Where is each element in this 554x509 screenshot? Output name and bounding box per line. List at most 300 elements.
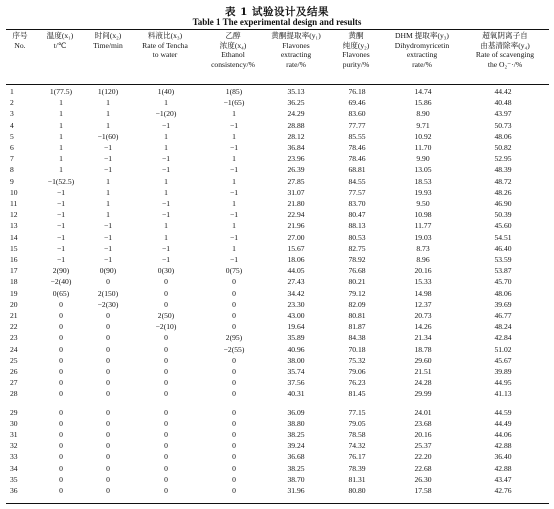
table-cell: 1 <box>106 210 110 220</box>
table-cell: 48.72 <box>494 176 512 186</box>
table-cell: 31.96 <box>287 486 305 495</box>
table-row <box>6 153 549 164</box>
table-cell: 32 <box>10 441 18 451</box>
table-row <box>6 254 549 265</box>
table-cell: 0 <box>232 277 236 287</box>
table-cell: 82.09 <box>348 299 366 309</box>
table-row <box>6 176 549 187</box>
table-cell: 0 <box>106 430 110 439</box>
table-cell: 9.71 <box>416 120 430 130</box>
table-cell: 1 <box>106 176 110 186</box>
table-cell: −1 <box>56 199 66 208</box>
table-cell: 1 <box>164 98 168 108</box>
table-cell: 76.17 <box>348 452 366 462</box>
table-cell: 0 <box>59 474 63 484</box>
table-cell: 10 <box>10 187 18 197</box>
header-x3-line: Rate of Tencha <box>142 40 188 50</box>
table-cell: 44.05 <box>287 266 305 276</box>
table-cell: 0 <box>59 486 63 495</box>
table-cell: 15 <box>10 243 18 253</box>
table-cell: 84.38 <box>348 333 366 343</box>
table-cell: 0 <box>106 474 110 484</box>
table-cell: 1 <box>232 199 236 208</box>
table-cell: 2(50) <box>157 311 175 320</box>
table-cell: −1(60) <box>97 131 119 141</box>
table-cell: 0 <box>232 486 236 495</box>
table-cell: 1 <box>232 109 236 119</box>
table-cell: 44.49 <box>494 418 512 428</box>
table-cell: 33 <box>10 452 18 462</box>
table-cell: 0 <box>164 418 168 428</box>
table-cell: 23.30 <box>287 299 305 309</box>
table-cell: 36.25 <box>287 98 305 108</box>
table-cell: −1 <box>103 255 113 264</box>
table-cell: 0 <box>59 407 63 417</box>
table-row <box>6 288 549 299</box>
table-cell: 36.84 <box>287 143 305 152</box>
table-cell: 0(65) <box>52 288 70 298</box>
table-cell: 0 <box>106 486 110 495</box>
table-cell: 0 <box>106 344 110 354</box>
table-cell: −1 <box>56 232 66 242</box>
table-row <box>6 429 549 440</box>
table-cell: 1 <box>59 109 63 119</box>
table-cell: 46.77 <box>494 311 512 320</box>
table-cell: 35.13 <box>287 87 305 96</box>
table-cell: 2 <box>10 98 14 108</box>
table-row <box>6 355 549 366</box>
table-cell: 1 <box>232 154 236 164</box>
table-cell: 22.20 <box>414 452 432 462</box>
table-cell: 0 <box>232 378 236 388</box>
header-y4 <box>462 31 548 83</box>
table-cell: 8 <box>10 165 14 175</box>
table-cell: 22 <box>10 322 18 332</box>
table-cell: −1 <box>56 255 66 264</box>
table-row <box>6 321 549 332</box>
table-cell: 40.96 <box>287 344 305 354</box>
table-title-cn: 表 1 试验设计及结果 <box>224 6 330 18</box>
table-cell: 0 <box>106 407 110 417</box>
table-cell: 0 <box>106 333 110 343</box>
table-cell: 1 <box>232 221 236 231</box>
table-cell: 0 <box>164 474 168 484</box>
table-cell: 0 <box>164 441 168 451</box>
table-row <box>6 418 549 429</box>
table-cell: 80.81 <box>348 311 366 320</box>
table-cell: 74.32 <box>348 441 366 451</box>
table-cell: 0(30) <box>157 266 175 276</box>
table-cell: 0 <box>164 378 168 388</box>
table-cell: 21.80 <box>287 199 305 208</box>
table-cell: 48.06 <box>494 288 512 298</box>
table-cell: 39.24 <box>287 441 305 451</box>
header-x3 <box>132 31 198 83</box>
table-cell: 0 <box>232 389 236 399</box>
table-cell: 35 <box>10 474 18 484</box>
table-cell: −2(10) <box>155 322 177 332</box>
table-cell: 25 <box>10 355 18 365</box>
table-cell: 14.98 <box>414 288 432 298</box>
table-cell: −2(30) <box>97 299 119 309</box>
table-cell: −1 <box>56 187 66 197</box>
table-row <box>6 366 549 377</box>
table-cell: −1 <box>56 210 66 220</box>
table-cell: 29 <box>10 407 18 417</box>
table-cell: 69.46 <box>348 98 366 108</box>
table-cell: 1 <box>59 143 63 152</box>
table-cell: 78.46 <box>348 154 366 164</box>
table-cell: 0 <box>232 430 236 439</box>
table-cell: 1 <box>106 98 110 108</box>
table-cell: 44.06 <box>494 430 512 439</box>
table-cell: 1 <box>164 143 168 152</box>
table-cell: 44.42 <box>494 87 512 96</box>
table-cell: 39.89 <box>494 367 512 376</box>
table-cell: 54.51 <box>494 232 512 242</box>
table-cell: 0 <box>232 288 236 298</box>
table-cell: −1 <box>229 187 239 197</box>
table-cell: 48.39 <box>494 165 512 175</box>
table-cell: −1 <box>161 210 171 220</box>
table-cell: 13 <box>10 221 18 231</box>
table-cell: 40.48 <box>494 98 512 108</box>
table-row <box>6 377 549 388</box>
table-row <box>6 388 549 399</box>
table-cell: 0 <box>106 463 110 473</box>
top-rule <box>6 29 549 30</box>
table-cell: 80.80 <box>348 486 366 495</box>
table-cell: 46.90 <box>494 199 512 208</box>
table-cell: −1 <box>229 232 239 242</box>
table-cell: −1(52.5) <box>47 176 75 186</box>
table-cell: 36.68 <box>287 452 305 462</box>
table-cell: 42.84 <box>494 333 512 343</box>
table-cell: 20.73 <box>414 311 432 320</box>
table-cell: −1 <box>103 154 113 164</box>
table-cell: 85.55 <box>348 131 366 141</box>
table-cell: 19 <box>10 288 18 298</box>
table-cell: −1 <box>161 243 171 253</box>
table-cell: 26.30 <box>414 474 432 484</box>
header-x2-line: Time/min <box>93 40 123 50</box>
bottom-rule <box>6 503 549 504</box>
table-cell: −2(40) <box>50 277 72 287</box>
table-cell: 77.77 <box>348 120 366 130</box>
table-cell: 38.25 <box>287 463 305 473</box>
table-cell: 18.78 <box>414 344 432 354</box>
table-cell: −1 <box>103 232 113 242</box>
table-cell: 24.01 <box>414 407 432 417</box>
table-cell: 76.68 <box>348 266 366 276</box>
table-cell: 0 <box>232 322 236 332</box>
table-cell: 0 <box>164 452 168 462</box>
header-x3-line: to water <box>152 50 178 59</box>
table-cell: 84.55 <box>348 176 366 186</box>
table-cell: 0 <box>59 355 63 365</box>
table-row <box>6 209 549 220</box>
table-cell: 0 <box>59 463 63 473</box>
table-cell: −1 <box>161 154 171 164</box>
table-cell: 50.73 <box>494 120 512 130</box>
header-y2 <box>330 31 382 83</box>
table-cell: 44.95 <box>494 378 512 388</box>
table-cell: 78.58 <box>348 430 366 439</box>
table-cell: 78.92 <box>348 255 366 264</box>
table-cell: 34 <box>10 463 18 473</box>
table-cell: 43.00 <box>287 311 305 320</box>
header-y4-line: 由基清除率(y₄) <box>480 40 530 50</box>
table-cell: 77.15 <box>348 407 366 417</box>
header-x4 <box>204 31 262 83</box>
table-cell: −1 <box>161 120 171 130</box>
table-cell: 1 <box>232 176 236 186</box>
table-cell: 0 <box>106 311 110 320</box>
table-cell: 8.73 <box>416 243 430 253</box>
table-cell: 11.70 <box>414 143 432 152</box>
table-cell: 42.88 <box>494 463 512 473</box>
table-cell: −1 <box>161 165 171 175</box>
table-cell: −2(55) <box>223 344 245 354</box>
table-cell: 7 <box>10 154 14 164</box>
table-cell: 21.51 <box>414 367 432 376</box>
table-cell: 1 <box>164 131 168 141</box>
table-cell: 80.53 <box>348 232 366 242</box>
table-cell: 48.26 <box>494 187 512 197</box>
table-cell: 23.68 <box>414 418 432 428</box>
table-cell: 68.81 <box>348 165 366 175</box>
table-cell: 16 <box>10 255 18 264</box>
table-cell: 0 <box>232 407 236 417</box>
table-cell: 2(150) <box>97 288 119 298</box>
header-x4-line: 浓度(x₄) <box>219 40 247 50</box>
table-cell: 28 <box>10 389 18 399</box>
table-cell: 79.05 <box>348 418 366 428</box>
table-row <box>6 440 549 451</box>
table-cell: 0 <box>106 418 110 428</box>
table-cell: 1 <box>10 87 14 96</box>
table-cell: 3 <box>10 109 14 119</box>
table-cell: 27.85 <box>287 176 305 186</box>
table-cell: 79.12 <box>348 288 366 298</box>
table-cell: 4 <box>10 120 14 130</box>
header-y4-line: Rate of scavenging <box>475 50 535 59</box>
table-cell: 0 <box>106 277 110 287</box>
table-row <box>6 120 549 131</box>
table-cell: 27 <box>10 378 18 388</box>
table-cell: 36.09 <box>287 407 305 417</box>
table-cell: 28.88 <box>287 120 305 130</box>
table-cell: 52.95 <box>494 154 512 164</box>
table-cell: 51.02 <box>494 344 512 354</box>
table-cell: −1(20) <box>155 109 177 119</box>
table-row <box>6 276 549 287</box>
table-cell: 48.06 <box>494 131 512 141</box>
header-y4-line: the O₂⁻·/% <box>487 59 523 69</box>
table-cell: 0 <box>106 322 110 332</box>
table-cell: 18 <box>10 277 18 287</box>
table-cell: 12.37 <box>414 299 432 309</box>
table-cell: 48.24 <box>494 322 512 332</box>
table-cell: −1 <box>56 221 66 231</box>
table-cell: 8.96 <box>416 255 430 264</box>
table-cell: 83.70 <box>348 199 366 208</box>
table-cell: 0 <box>106 378 110 388</box>
table-cell: 0 <box>164 344 168 354</box>
header-no-line: No. <box>14 40 26 50</box>
table-cell: 1 <box>232 243 236 253</box>
header-y2-line: purity/% <box>342 59 370 69</box>
header-no-line: 序号 <box>12 31 28 40</box>
table-cell: 0 <box>232 299 236 309</box>
header-y2-line: 黄酮 <box>348 31 364 40</box>
table-cell: 0 <box>232 441 236 451</box>
header-y1-line: extracting <box>280 50 312 59</box>
table-cell: 83.60 <box>348 109 366 119</box>
table-cell: 1 <box>59 165 63 175</box>
table-row <box>6 164 549 175</box>
table-row <box>6 198 549 209</box>
table-cell: 14.74 <box>414 87 432 96</box>
table-cell: 23 <box>10 333 18 343</box>
table-cell: 11.77 <box>414 221 432 231</box>
table-cell: 80.47 <box>348 210 366 220</box>
table-cell: 41.13 <box>494 389 512 399</box>
table-cell: 1(120) <box>97 87 119 96</box>
table-cell: 26.39 <box>287 165 305 175</box>
table-cell: 0 <box>59 333 63 343</box>
table-cell: 81.87 <box>348 322 366 332</box>
table-cell: 36.40 <box>494 452 512 462</box>
table-cell: 50.39 <box>494 210 512 220</box>
table-cell: 1 <box>106 109 110 119</box>
table-cell: 0 <box>232 367 236 376</box>
table-cell: 77.57 <box>348 187 366 197</box>
table-row <box>6 485 549 496</box>
table-cell: 18.53 <box>414 176 432 186</box>
table-cell: 1 <box>59 131 63 141</box>
table-cell: 19.03 <box>414 232 432 242</box>
table-cell: 1 <box>164 176 168 186</box>
table-cell: 0 <box>232 452 236 462</box>
table-cell: 0 <box>164 277 168 287</box>
table-row <box>6 232 549 243</box>
header-y4-line: 超氧阴离子自 <box>482 31 528 40</box>
header-y3-line: rate/% <box>412 59 432 69</box>
table-row <box>6 131 549 142</box>
header-y3 <box>384 31 460 83</box>
table-cell: 34.42 <box>287 288 305 298</box>
table-cell: −1(65) <box>223 98 245 108</box>
table-cell: 42.88 <box>494 441 512 451</box>
table-row <box>6 220 549 231</box>
header-x1-line: t/℃ <box>53 40 67 50</box>
table-cell: 9.50 <box>416 199 430 208</box>
table-cell: 17.58 <box>414 486 432 495</box>
table-cell: 0 <box>59 367 63 376</box>
table-row <box>6 310 549 321</box>
table-cell: 37.56 <box>287 378 305 388</box>
table-cell: 20 <box>10 299 18 309</box>
table-cell: 46.40 <box>494 243 512 253</box>
table-row <box>6 265 549 276</box>
table-cell: 27.00 <box>287 232 305 242</box>
table-cell: 0 <box>106 441 110 451</box>
table-cell: 40.31 <box>287 389 305 399</box>
header-y1-line: rate/% <box>286 59 306 69</box>
table-cell: −1 <box>229 255 239 264</box>
table-cell: 11 <box>10 199 18 208</box>
table-cell: 1 <box>232 131 236 141</box>
table-cell: 0(75) <box>225 266 243 276</box>
table-cell: 27.43 <box>287 277 305 287</box>
table-cell: 0 <box>106 389 110 399</box>
table-cell: 76.18 <box>348 87 366 96</box>
table-cell: 75.32 <box>348 355 366 365</box>
table-cell: 88.13 <box>348 221 366 231</box>
table-cell: 1(77.5) <box>49 87 73 96</box>
table-cell: 25.37 <box>414 441 432 451</box>
table-cell: 0 <box>164 367 168 376</box>
table-cell: −1 <box>103 165 113 175</box>
table-cell: 0 <box>232 355 236 365</box>
table-cell: 43.97 <box>494 109 512 119</box>
table-cell: 79.06 <box>348 367 366 376</box>
table-cell: 29.99 <box>414 389 432 399</box>
header-y1 <box>266 31 326 83</box>
table-cell: 15.33 <box>414 277 432 287</box>
table-row <box>6 332 549 343</box>
table-cell: 0 <box>59 441 63 451</box>
header-y2-line: 纯度(y₂) <box>342 40 370 50</box>
table-cell: 0 <box>164 333 168 343</box>
table-row <box>6 474 549 485</box>
table-cell: 0 <box>164 430 168 439</box>
table-cell: 12 <box>10 210 18 220</box>
table-cell: 0 <box>232 474 236 484</box>
header-x4-line: 乙醇 <box>225 31 241 40</box>
table-cell: 1 <box>106 187 110 197</box>
table-cell: 35.89 <box>287 333 305 343</box>
table-cell: 24.29 <box>287 109 305 119</box>
table-row <box>6 97 549 108</box>
table-cell: 21.96 <box>287 221 305 231</box>
table-cell: 70.18 <box>348 344 366 354</box>
table-cell: 45.70 <box>494 277 512 287</box>
table-cell: 0 <box>59 452 63 462</box>
table-cell: −1 <box>56 243 66 253</box>
table-row <box>6 142 549 153</box>
table-cell: 0 <box>164 486 168 495</box>
header-x4-line: Ethanol <box>221 50 245 59</box>
header-y1-line: 黄酮提取率(y₁) <box>271 31 321 40</box>
table-cell: 26 <box>10 367 18 376</box>
header-x1 <box>30 31 90 83</box>
table-cell: 53.87 <box>494 266 512 276</box>
table-cell: 1 <box>106 199 110 208</box>
table-cell: 21.34 <box>414 333 432 343</box>
table-cell: 21 <box>10 311 18 320</box>
table-cell: 81.31 <box>348 474 366 484</box>
table-cell: 53.59 <box>494 255 512 264</box>
table-cell: 38.80 <box>287 418 305 428</box>
table-cell: 0 <box>106 355 110 365</box>
table-cell: 20.16 <box>414 430 432 439</box>
table-cell: 0 <box>59 378 63 388</box>
table-cell: 24 <box>10 344 18 354</box>
table-cell: 0 <box>232 463 236 473</box>
table-cell: 13.05 <box>414 165 432 175</box>
